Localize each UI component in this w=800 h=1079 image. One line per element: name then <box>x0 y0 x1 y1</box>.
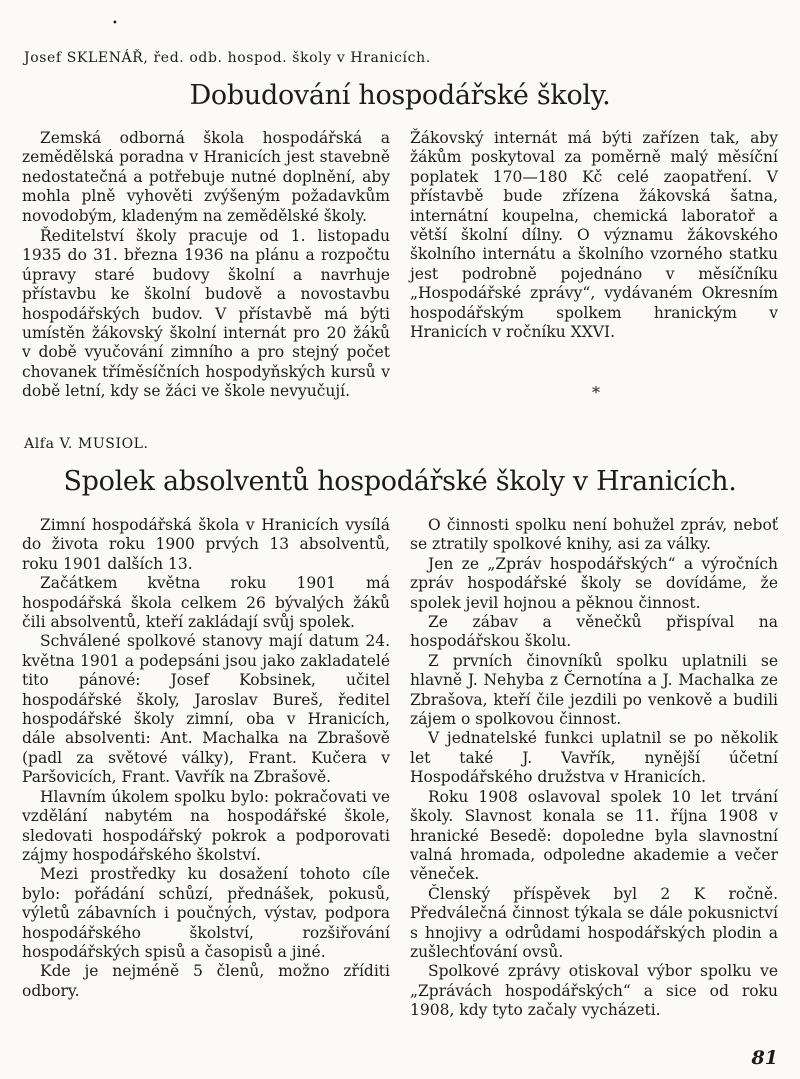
article1-column-left <box>22 129 390 402</box>
article1-byline: Josef SKLENÁŘ, řed. odb. hospod. školy v Hranicích. <box>24 50 431 66</box>
paragraph: Z prvních činovníků spolku uplatnili se hlavně J. Nehyba z Černotína a J. Machalka ze Zbrašova, kteří čile jezdili po venkově a budili zájem o spolkovou činnost. <box>410 651 778 729</box>
page-number: 81 <box>751 1047 778 1069</box>
paragraph: Ze zábav a věnečků přispíval na hospodářskou školu. <box>410 613 778 651</box>
paragraph: Hlavním úkolem spolku bylo: pokračovati ve vzdělání nabytém na hospodářské škole, sledovati hospodářský pokrok a podporovati zájmy hospodářského školství. <box>22 787 390 864</box>
paragraph: Mezi prostředky ku dosažení tohoto cíle bylo: pořádání schůzí, přednášek, pokusů, výletů zábavních i poučných, výstav, podpora hospodářského školství, rozšiřování hospodářských spisů a časopisů a jiné. <box>22 865 390 961</box>
paragraph: Spolkové zprávy otiskoval výbor spolku ve „Zprávách hospodářských“ a sice od roku 1908, kdy tyto začaly vycházeti. <box>410 962 778 1020</box>
section-separator-asterisk: * <box>592 383 600 402</box>
paragraph: Ředitelství školy pracuje od 1. listopadu 1935 do 31. března 1936 na plánu a rozpočtu úpravy staré budovy školní a navrhuje přístavbu ke školní budově a novostavbu hospodářských budov. V přístavbě má býti umístěn žákovský školní internát pro 20 žáků v době vyučování zimního a pro stejný počet chovanek tříměsíčních hospodyňských kursů v době letní, kdy se žáci ve škole nevyučují. <box>22 227 390 401</box>
paragraph: Zimní hospodářská škola v Hranicích vysílá do života roku 1900 prvých 13 absolventů, roku 1901 dalších 13. <box>22 516 390 573</box>
ink-dot: • <box>112 18 118 29</box>
paragraph: Zemská odborná škola hospodářská a zemědělská poradna v Hranicích jest stavebně nedostatečná a potřebuje nutné doplnění, aby mohla plně vyhověti zvýšeným požadavkům novodobým, kladeným na zemědělské školy. <box>22 129 390 225</box>
paragraph: V jednatelské funkci uplatnil se po několik let také J. Vavřík, nynější účetní Hospodářského družstva v Hranicích. <box>410 729 778 787</box>
paragraph: Jen ze „Zpráv hospodářských“ a výročních zpráv hospodářské školy se dovídáme, že spolek jevil hojnou a pěknou činnost. <box>410 554 778 612</box>
paragraph: Začátkem května roku 1901 má hospodářská škola celkem 26 bývalých žáků čili absolventů, kteří zakládají svůj spolek. <box>22 574 390 632</box>
article1-column-right <box>410 129 778 342</box>
paragraph: Kde je nejméně 5 členů, možno zříditi odbory. <box>22 962 390 1000</box>
article2-column-right <box>410 516 778 1021</box>
paragraph: O činnosti spolku není bohužel zpráv, neboť se ztratily spolkové knihy, asi za války. <box>410 516 778 554</box>
article2-byline: Alfa V. MUSIOL. <box>24 436 149 452</box>
paragraph-continued: Žákovský internát má býti zařízen tak, aby žákům poskytoval za poměrně malý měsíční poplatek 170—180 Kč celé zaopatření. V přístavbě bude zřízena žákovská šatna, internátní koupelna, chemická laboratoř a větší školní dílny. O významu žákovského školního internátu a školního vzorného statku jest podrobně pojednáno v měsíčníku „Hospodářské zprávy“, vydávaném Okresním hospodářským spolkem hranickým v Hranicích v ročníku XXVI. <box>410 129 778 342</box>
paragraph: Schválené spolkové stanovy mají datum 24. května 1901 a podepsáni jsou jako zakladatelé tito pánové: Josef Kobsinek, učitel hospodářské školy, Jaroslav Bureš, ředitel hospodářské školy zimní, oba v Hranicích, dále absolventi: Ant. Machalka na Zbrašově (padl za světové války), Frant. Kučera v Paršovicích, Frant. Vavřík na Zbrašově. <box>22 632 390 787</box>
article1-title: Dobudování hospodářské školy. <box>189 80 611 111</box>
article2-column-left <box>22 516 390 1001</box>
paragraph: Roku 1908 oslavoval spolek 10 let trvání školy. Slavnost konala se 11. října 1908 v hranické Besedě: dopoledne byla slavnostní valná hromada, odpoledne akademie a večer věneček. <box>410 787 778 884</box>
article2-title: Spolek absolventů hospodářské školy v Hranicích. <box>63 466 737 497</box>
paragraph: Členský příspěvek byl 2 K ročně. Předválečná činnost týkala se dále pokusnictví s hnojivy a odrůdami hospodářských plodin a zušlechťování ovsů. <box>410 884 778 961</box>
